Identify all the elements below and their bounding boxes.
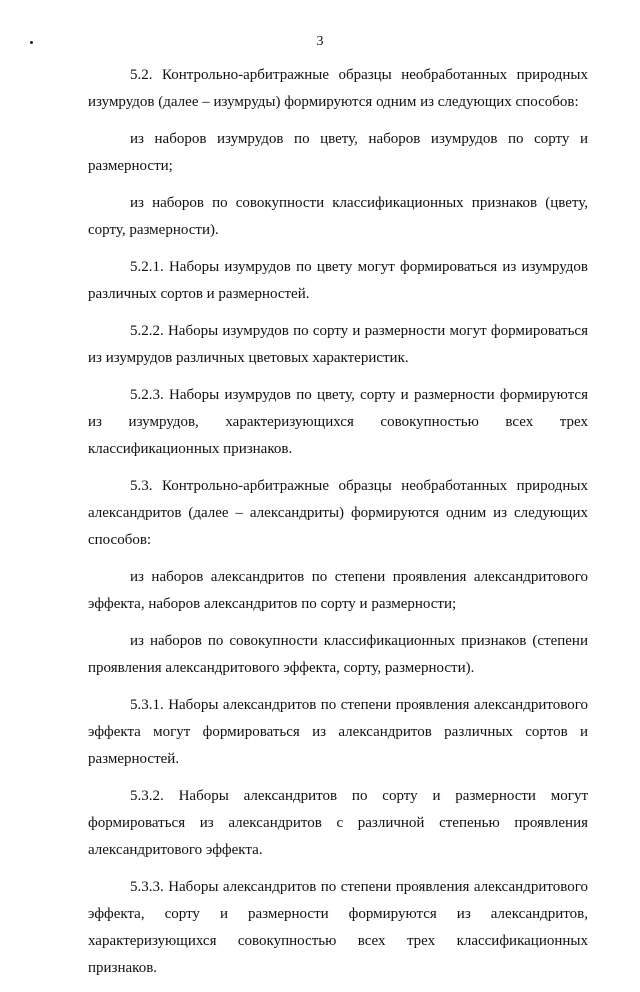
text-line: размерности; — [88, 158, 173, 174]
paragraph-5-2-method-b — [88, 190, 588, 244]
text-line: эффекта, наборов александритов по сорту и размерности; — [88, 596, 457, 612]
document-body — [88, 62, 588, 992]
text-line: 5.2.3. Наборы изумрудов по цвету, сорту и размерности формируются — [130, 387, 588, 403]
text-line: из наборов по совокупности классификационных признаков (цвету, — [130, 195, 588, 211]
paragraph-5-2-method-a — [88, 126, 588, 180]
paragraph-5-2-3 — [88, 382, 588, 463]
paragraph-5-2-1 — [88, 254, 588, 308]
text-line: классификационных признаков. — [88, 441, 293, 457]
text-line: проявления александритового эффекта, сорту, размерности). — [88, 660, 475, 676]
text-line: эффекта могут формироваться из александритов различных сортов и — [88, 724, 588, 740]
paragraph-5-3-1 — [88, 692, 588, 773]
text-line: александритов (далее – александриты) формируются одним из следующих — [88, 505, 588, 521]
paragraph-5-3 — [88, 473, 588, 554]
text-line: изумрудов (далее – изумруды) формируются одним из следующих способов: — [88, 94, 579, 110]
text-line: эффекта, сорту и размерности формируются из александритов, — [88, 906, 588, 922]
text-line: признаков. — [88, 960, 158, 976]
text-line: 5.3.3. Наборы александритов по степени проявления александритового — [130, 879, 588, 895]
text-line: александритового эффекта. — [88, 842, 263, 858]
text-line: 5.2. Контрольно-арбитражные образцы необработанных природных — [130, 67, 588, 83]
paragraph-5-3-2 — [88, 783, 588, 864]
text-line: различных сортов и размерностей. — [88, 286, 310, 302]
page-number: 3 — [316, 34, 324, 49]
text-line: 5.3. Контрольно-арбитражные образцы необработанных природных — [130, 478, 588, 494]
text-line: из наборов изумрудов по цвету, наборов изумрудов по сорту и — [130, 131, 588, 147]
text-line: из изумрудов различных цветовых характеристик. — [88, 350, 409, 366]
text-line: размерностей. — [88, 751, 180, 767]
paragraph-5-2 — [88, 62, 588, 116]
paragraph-5-3-method-a — [88, 564, 588, 618]
paragraph-5-3-3 — [88, 874, 588, 982]
text-line: способов: — [88, 532, 152, 548]
text-line: 5.3.1. Наборы александритов по степени проявления александритового — [130, 697, 588, 713]
text-line: 5.3.2. Наборы александритов по сорту и размерности могут — [130, 788, 588, 804]
text-line: 5.2.2. Наборы изумрудов по сорту и размерности могут формироваться — [130, 323, 588, 339]
paragraph-5-2-2 — [88, 318, 588, 372]
text-line: из наборов александритов по степени проявления александритового — [130, 569, 588, 585]
text-line: сорту, размерности). — [88, 222, 219, 238]
text-line: характеризующихся совокупностью всех трех классификационных — [88, 933, 588, 949]
text-line: формироваться из александритов с различной степенью проявления — [88, 815, 588, 831]
paragraph-5-3-method-b — [88, 628, 588, 682]
text-line: из изумрудов, характеризующихся совокупностью всех трех — [88, 414, 588, 430]
text-line: из наборов по совокупности классификационных признаков (степени — [130, 633, 588, 649]
text-line: 5.2.1. Наборы изумрудов по цвету могут формироваться из изумрудов — [130, 259, 588, 275]
